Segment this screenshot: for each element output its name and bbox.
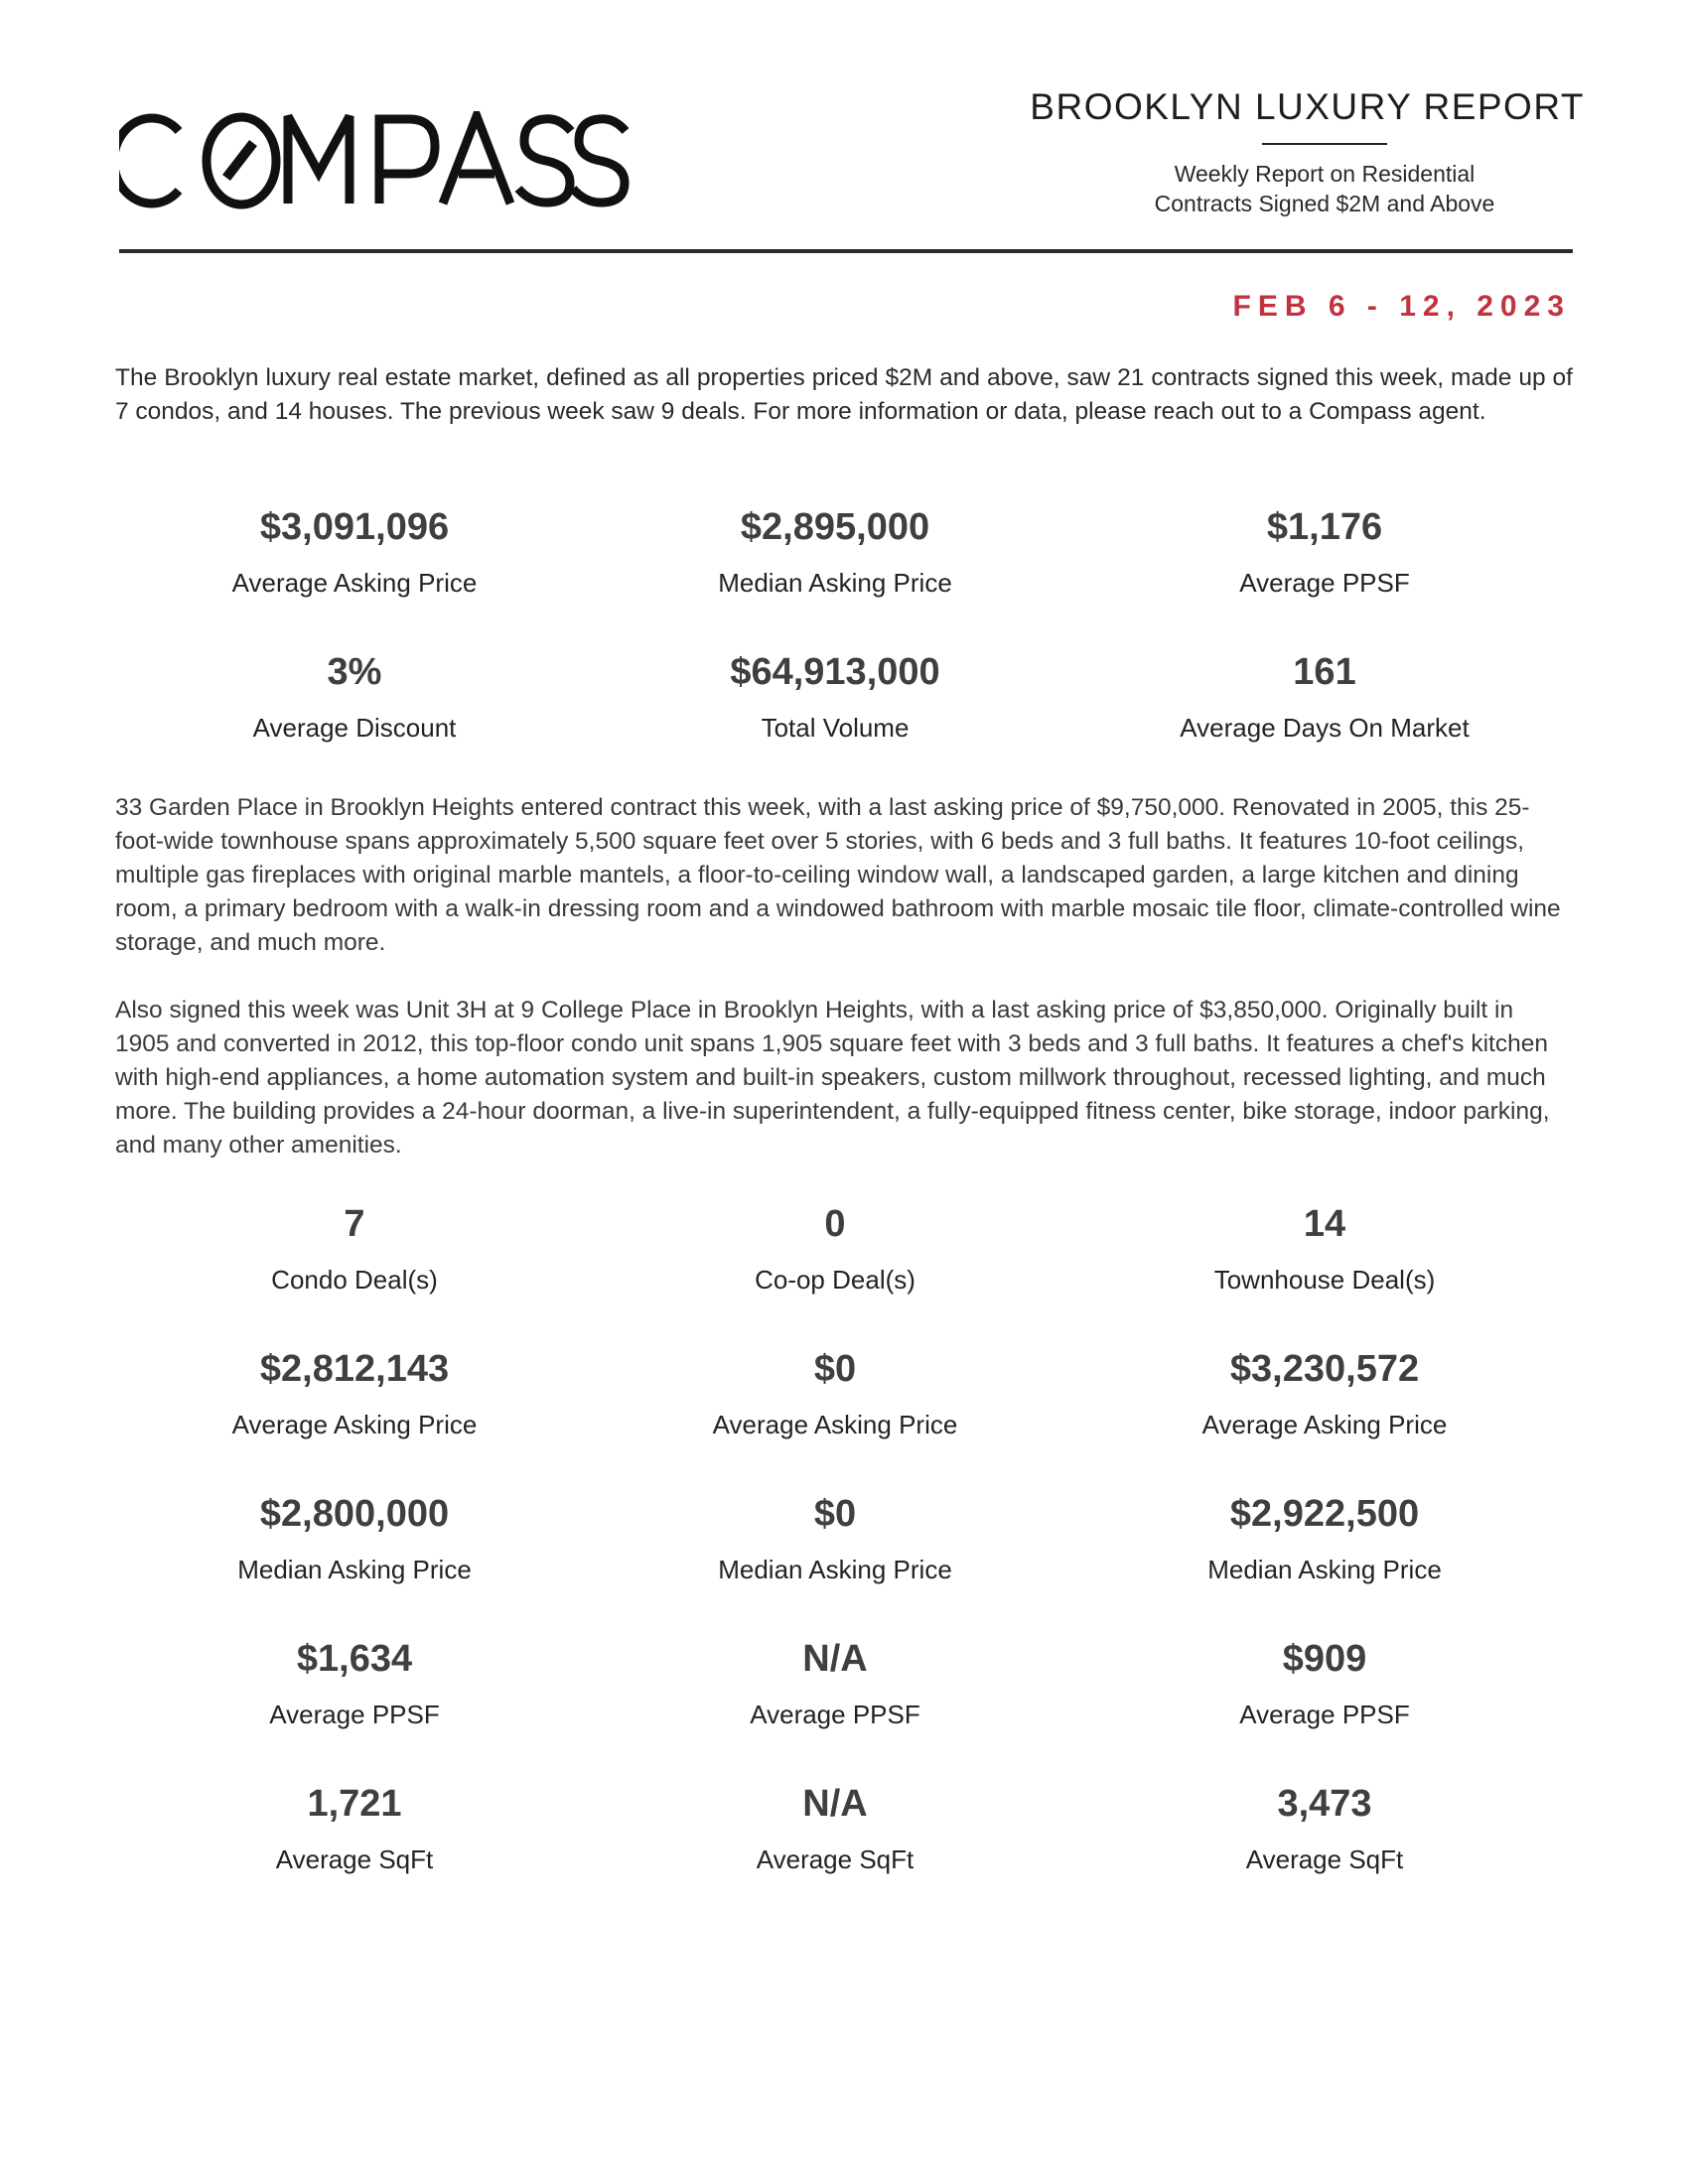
- stat-label: Average Discount: [252, 713, 457, 743]
- subtitle-line-1: Weekly Report on Residential: [1174, 161, 1476, 187]
- stat-label: Average Asking Price: [712, 1410, 958, 1439]
- stat-value: $1,634: [296, 1638, 413, 1680]
- stat-label: Average Days On Market: [1180, 713, 1470, 743]
- coop-median-asking-price: [594, 1483, 1076, 1628]
- stat-value: $3,230,572: [1229, 1348, 1420, 1390]
- stat-label: Average SqFt: [1245, 1844, 1404, 1874]
- townhouse-median-asking-price: [1076, 1483, 1573, 1628]
- stat-label: Average Asking Price: [231, 1410, 478, 1439]
- stat-value: $0: [813, 1348, 857, 1390]
- stat-value: 1,721: [307, 1783, 402, 1825]
- stat-average-asking-price: [115, 496, 594, 641]
- stat-label: Average Asking Price: [231, 568, 478, 598]
- stat-value: $2,922,500: [1229, 1493, 1420, 1535]
- stat-average-ppsf: [1076, 496, 1573, 641]
- title-divider: [1262, 143, 1387, 145]
- stat-value: $2,800,000: [259, 1493, 450, 1535]
- townhouse-average-asking-price: [1076, 1338, 1573, 1483]
- stat-label: Median Asking Price: [237, 1555, 472, 1584]
- coop-deals: [594, 1193, 1076, 1338]
- summary-stats: [115, 496, 1573, 786]
- compass-logo-icon: [119, 111, 745, 210]
- stat-value: 14: [1303, 1203, 1346, 1245]
- stat-value: 161: [1293, 651, 1356, 693]
- condo-average-ppsf: [115, 1628, 594, 1773]
- stat-label: Townhouse Deal(s): [1213, 1265, 1436, 1295]
- stat-label: Co-op Deal(s): [755, 1265, 915, 1295]
- stat-label: Average PPSF: [750, 1700, 920, 1729]
- stat-median-asking-price: [594, 496, 1076, 641]
- stat-value: N/A: [802, 1783, 868, 1825]
- stat-value: 3%: [327, 651, 382, 693]
- stat-value: $0: [813, 1493, 857, 1535]
- stat-value: 7: [344, 1203, 365, 1245]
- stat-label: Median Asking Price: [1207, 1555, 1442, 1584]
- stat-average-days-on-market: [1076, 641, 1573, 786]
- report-subtitle: [1037, 159, 1613, 218]
- stat-label: Average PPSF: [269, 1700, 440, 1729]
- stat-value: $909: [1282, 1638, 1367, 1680]
- stat-value: $2,812,143: [259, 1348, 450, 1390]
- date-range: FEB 6 - 12, 2023: [1232, 290, 1571, 323]
- stat-label: Condo Deal(s): [271, 1265, 438, 1295]
- townhouse-average-sqft: [1076, 1773, 1573, 1918]
- condo-median-asking-price: [115, 1483, 594, 1628]
- intro-paragraph: The Brooklyn luxury real estate market, defined as all properties priced $2M and above, saw 21 contracts signed this week, made up of 7 condos, and 14 houses. The previous week saw 9 deals. For more information or data, please reach out to a Compass agent.: [115, 364, 1573, 425]
- stat-value: 3,473: [1277, 1783, 1372, 1825]
- stat-value: $3,091,096: [259, 506, 450, 548]
- stat-label: Average SqFt: [275, 1844, 434, 1874]
- stat-label: Median Asking Price: [718, 1555, 952, 1584]
- highlight-paragraph-2: Also signed this week was Unit 3H at 9 College Place in Brooklyn Heights, with a last asking price of $3,850,000. Originally built in 1905 and converted in 2012, this top-floor condo unit spans 1,905 square feet with 3 beds and 3 full baths. It features a chef's kitchen with high-end appliances, a home automation system and built-in speakers, custom millwork throughout, recessed lighting, and much more. The building provides a 24-hour doorman, a live-in superintendent, a fully-equipped fitness center, bike storage, indoor parking, and many other amenities.: [115, 997, 1550, 1159]
- stat-label: Median Asking Price: [718, 568, 952, 598]
- stat-label: Average PPSF: [1239, 1700, 1410, 1729]
- compass-logo: [119, 111, 745, 210]
- stat-label: Average PPSF: [1239, 568, 1410, 598]
- condo-average-asking-price: [115, 1338, 594, 1483]
- highlight-paragraph-1: 33 Garden Place in Brooklyn Heights entered contract this week, with a last asking price of $9,750,000. Renovated in 2005, this 25-foot-wide townhouse spans approximately 5,500 square feet over 5 stories, with 6 beds and 3 full baths. It features 10-foot ceilings, multiple gas fireplaces with original marble mantels, a floor-to-ceiling window wall, a landscaped garden, a large kitchen and dining room, a primary bedroom with a walk-in dressing room and a windowed bathroom with marble mosaic tile floor, climate-controlled wine storage, and much more.: [115, 794, 1561, 956]
- stat-value: 0: [824, 1203, 846, 1245]
- stat-value: $1,176: [1266, 506, 1383, 548]
- stat-average-discount: [115, 641, 594, 786]
- header-divider: [119, 249, 1573, 253]
- stat-label: Total Volume: [761, 713, 910, 743]
- stat-value: $2,895,000: [740, 506, 930, 548]
- coop-average-asking-price: [594, 1338, 1076, 1483]
- townhouse-average-ppsf: [1076, 1628, 1573, 1773]
- stat-label: Average Asking Price: [1201, 1410, 1448, 1439]
- stat-value: N/A: [802, 1638, 868, 1680]
- condo-deals: [115, 1193, 594, 1338]
- breakdown-stats: [115, 1193, 1573, 1918]
- report-title: BROOKLYN LUXURY REPORT: [1030, 86, 1585, 127]
- stat-total-volume: [594, 641, 1076, 786]
- condo-average-sqft: [115, 1773, 594, 1918]
- stat-value: $64,913,000: [730, 651, 940, 693]
- report-header: [1013, 85, 1589, 218]
- coop-average-sqft: [594, 1773, 1076, 1918]
- stat-label: Average SqFt: [756, 1844, 914, 1874]
- townhouse-deals: [1076, 1193, 1573, 1338]
- subtitle-line-2: Contracts Signed $2M and Above: [1154, 191, 1495, 216]
- coop-average-ppsf: [594, 1628, 1076, 1773]
